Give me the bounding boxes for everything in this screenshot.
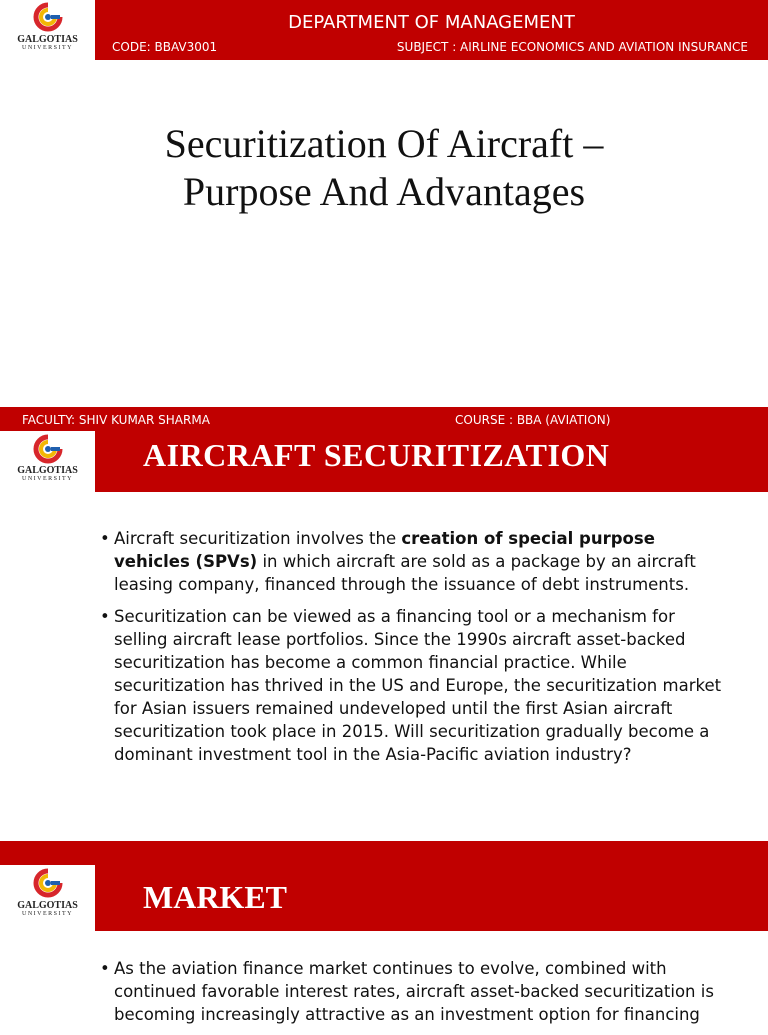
slide-heading: MARKET bbox=[143, 879, 287, 915]
bullet-icon: • bbox=[100, 607, 110, 626]
logo-subtitle: UNIVERSITY bbox=[22, 911, 73, 917]
slide1-footer bbox=[0, 407, 768, 431]
logo-name: GALGOTIAS bbox=[17, 465, 78, 476]
list-item bbox=[100, 527, 725, 596]
course-code: CODE: BBAV3001 bbox=[112, 40, 218, 54]
slide3-header bbox=[0, 865, 768, 931]
list-item bbox=[100, 605, 725, 766]
slide-heading: AIRCRAFT SECURITIZATION bbox=[143, 437, 610, 473]
slide-title-line1: Securitization Of Aircraft – bbox=[164, 121, 604, 166]
faculty-label: FACULTY: SHIV KUMAR SHARMA bbox=[22, 413, 210, 427]
galgotias-logo-icon bbox=[31, 434, 65, 464]
department-title: DEPARTMENT OF MANAGEMENT bbox=[288, 12, 575, 33]
subject-label: SUBJECT : AIRLINE ECONOMICS AND AVIATION INSURANCE bbox=[396, 40, 748, 54]
logo-name: GALGOTIAS bbox=[17, 900, 78, 911]
header-banner bbox=[95, 0, 768, 60]
bullet-icon: • bbox=[100, 529, 110, 548]
course-label: COURSE : BBA (AVIATION) bbox=[455, 413, 611, 427]
university-logo bbox=[0, 431, 95, 492]
bullet-text: Aircraft securitization involves the bbox=[114, 529, 402, 548]
bullet-text: As the aviation finance market continues to evolve, combined with continued favorable interest rates, aircraft asset-backed securitization is becoming increasingly attractive as an investment option for financing bbox=[114, 959, 714, 1024]
bullet-text: in which aircraft are sold as a package by an aircraft leasing company, financed through the issuance of debt instruments. bbox=[114, 552, 696, 594]
heading-banner bbox=[95, 865, 768, 931]
galgotias-logo-icon bbox=[31, 2, 65, 32]
slide-title bbox=[0, 120, 768, 216]
logo-subtitle: UNIVERSITY bbox=[22, 45, 73, 51]
university-logo bbox=[0, 865, 95, 931]
bullet-bold-text: creation of special purpose vehicles (SPVs) bbox=[114, 529, 655, 571]
slide-title-line2: Purpose And Advantages bbox=[182, 169, 586, 214]
galgotias-logo-icon bbox=[31, 868, 65, 898]
heading-banner bbox=[95, 431, 768, 492]
university-logo bbox=[0, 0, 95, 60]
bullet-text: Securitization can be viewed as a financing tool or a mechanism for selling aircraft lease portfolios. Since the 1990s aircraft asset-backed securitization has become a common financial practice. While securitization has thrived in the US and Europe, the securitization market for Asian issuers remained undeveloped until the first Asian aircraft securitization took place in 2015. Will securitization gradually become a dominant investment tool in the Asia-Pacific aviation industry? bbox=[114, 607, 722, 764]
logo-subtitle: UNIVERSITY bbox=[22, 476, 73, 482]
slide2-header bbox=[0, 431, 768, 492]
list-item bbox=[100, 957, 725, 1026]
bullet-list bbox=[100, 527, 725, 775]
bullet-icon: • bbox=[100, 959, 110, 978]
logo-name: GALGOTIAS bbox=[17, 34, 78, 45]
slide3-top-bar bbox=[0, 841, 768, 865]
slide1-header bbox=[0, 0, 768, 60]
bullet-list bbox=[100, 957, 725, 1035]
